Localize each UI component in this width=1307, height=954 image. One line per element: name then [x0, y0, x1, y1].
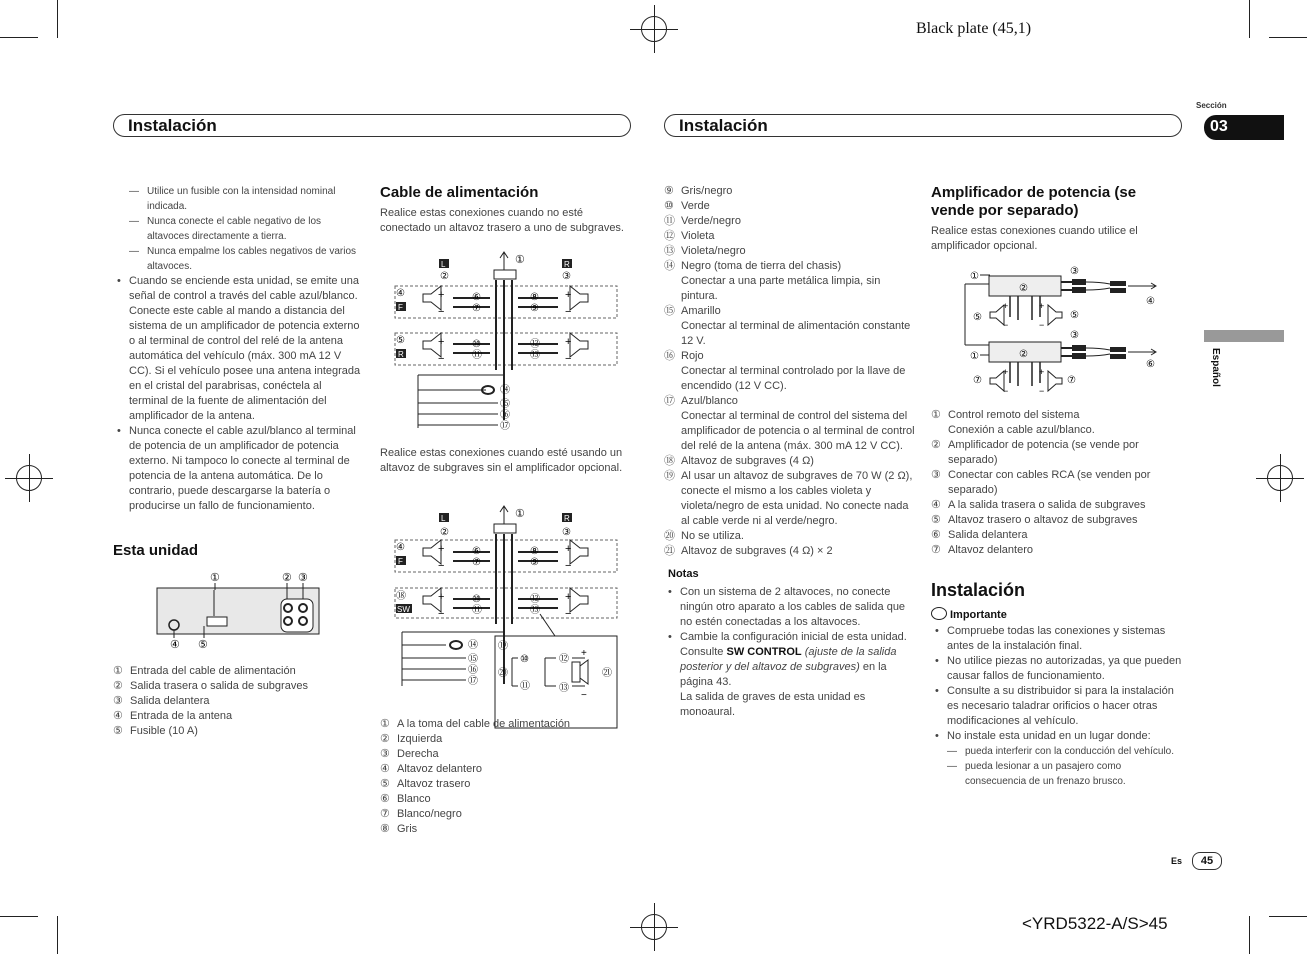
svg-text:+: + — [1003, 301, 1009, 311]
amplifier-diagram — [960, 262, 1165, 400]
svg-text:+: + — [1039, 301, 1045, 311]
svg-text:①: ① — [515, 254, 525, 266]
svg-text:−: − — [565, 353, 572, 365]
svg-text:⑥: ⑥ — [1146, 359, 1155, 370]
svg-text:⑧: ⑧ — [530, 546, 539, 557]
svg-text:⑦: ⑦ — [472, 557, 481, 568]
svg-text:⑳: ⑳ — [498, 668, 508, 679]
svg-text:+: + — [438, 289, 445, 301]
svg-text:−: − — [565, 306, 572, 318]
dash-item: — pueda lesionar a un pasajero como consecuencia de un frenazo brusco. — [931, 759, 1183, 789]
svg-text:−: − — [1039, 320, 1045, 330]
svg-text:②: ② — [440, 271, 449, 282]
legend-item: ② Salida trasera o salida de subgraves — [113, 680, 308, 692]
legend-item: ⑭ Negro (toma de tierra del chasis) — [664, 260, 842, 272]
svg-text:⑧: ⑧ — [530, 292, 539, 303]
svg-text:+: + — [438, 543, 445, 555]
svg-text:−: − — [565, 608, 572, 620]
svg-text:SW: SW — [397, 605, 410, 614]
svg-text:⑤: ⑤ — [1070, 310, 1079, 321]
important-icon — [931, 607, 947, 620]
svg-text:③: ③ — [1070, 330, 1079, 341]
bullet-item: • Consulte a su distribuidor si para la instalación es necesario taladrar orificios o hacer otras modificaciones al vehículo. — [931, 684, 1183, 729]
svg-text:⑲: ⑲ — [498, 641, 508, 652]
svg-text:+: + — [565, 543, 572, 555]
svg-text:+: + — [1039, 367, 1045, 377]
svg-text:㉑: ㉑ — [602, 668, 612, 679]
callout: ⑤ — [198, 639, 208, 650]
amplifier-title: Amplificador de potencia (se vende por separado) — [931, 184, 1137, 219]
svg-text:⑮: ⑮ — [468, 654, 478, 665]
svg-text:⑩: ⑩ — [472, 339, 481, 350]
legend-item: ⑫ Violeta — [664, 230, 715, 242]
callout: ④ — [170, 639, 180, 650]
svg-text:②: ② — [1019, 283, 1028, 294]
legend-item: ④ Entrada de la antena — [113, 710, 233, 722]
legend-item: ⑦ Blanco/negro — [380, 808, 462, 820]
page-number: 45 — [1192, 852, 1222, 870]
legend-item: ③ Derecha — [380, 748, 439, 760]
svg-text:⑭: ⑭ — [500, 385, 510, 396]
svg-text:⑪: ⑪ — [520, 681, 530, 692]
installation-title: Instalación — [931, 580, 1026, 600]
svg-text:−: − — [1003, 386, 1009, 396]
svg-text:④: ④ — [396, 542, 405, 553]
crop-mark — [1249, 916, 1250, 954]
notes-title: Notas — [668, 568, 699, 580]
wiring-diagram-2 — [390, 504, 625, 734]
legend-item: ⑩ Verde — [664, 200, 710, 212]
legend-item: ⑪ Verde/negro — [664, 215, 741, 227]
svg-text:−: − — [565, 560, 572, 572]
legend-item: ⑮ Amarillo — [664, 305, 721, 317]
bullet-item: • Nunca conecte el cable azul/blanco al terminal de potencia de un amplificador de potencia externo. Ni tampoco lo conecte al terminal de potencia de la antena automática. De lo contrario, puede descargarse la batería o producirse un fallo de funcionamiento. — [113, 424, 363, 514]
registration-mark — [1267, 465, 1293, 491]
svg-text:⑪: ⑪ — [472, 350, 482, 361]
svg-text:⑤: ⑤ — [396, 335, 405, 346]
svg-text:⑨: ⑨ — [530, 557, 539, 568]
svg-text:①: ① — [970, 271, 979, 282]
svg-text:⑦: ⑦ — [472, 303, 481, 314]
svg-text:④: ④ — [396, 288, 405, 299]
legend-item: ㉑ Altavoz de subgraves (4 Ω) × 2 — [664, 545, 833, 557]
svg-text:⑬: ⑬ — [530, 350, 540, 361]
document-code: <YRD5322-A/S>45 — [1022, 914, 1168, 933]
callout: ③ — [298, 572, 308, 584]
language-tab — [1204, 330, 1284, 342]
unit-legend — [113, 664, 363, 739]
plate-label: Black plate (45,1) — [916, 20, 1032, 37]
svg-text:−: − — [1039, 386, 1045, 396]
svg-text:⑤: ⑤ — [973, 312, 982, 323]
section-tab: 03 — [1204, 115, 1284, 140]
legend-item: ⑱ Altavoz de subgraves (4 Ω) — [664, 455, 814, 467]
svg-text:⑥: ⑥ — [472, 292, 481, 303]
note-continuation: La salida de graves de esta unidad es monoaural. — [680, 691, 866, 718]
crop-mark — [1269, 916, 1307, 917]
wiring-diagram-1 — [390, 250, 625, 435]
svg-text:③: ③ — [1070, 266, 1079, 277]
legend-item: ⑥ Salida delantera — [931, 529, 1028, 541]
unit-diagram — [150, 568, 325, 650]
column-1 — [113, 184, 363, 514]
legend-item: Conectar al terminal de alimentación constante 12 V. — [681, 320, 911, 347]
svg-text:L: L — [441, 260, 446, 269]
legend-item: ⑤ Altavoz trasero — [380, 778, 471, 790]
crop-mark — [0, 916, 38, 917]
svg-text:⑬: ⑬ — [559, 683, 569, 694]
power-cable-intro-2: Realice estas conexiones cuando esté usando un altavoz de subgraves sin el amplificador opcional. — [380, 447, 623, 474]
legend-item: Conectar al terminal controlado por la llave de encendido (12 V CC). — [681, 365, 906, 392]
svg-text:F: F — [398, 303, 403, 312]
svg-text:⑱: ⑱ — [396, 591, 406, 602]
svg-text:①: ① — [970, 351, 979, 362]
section-label: Sección — [1196, 101, 1227, 110]
legend-item: ⑦ Altavoz delantero — [931, 544, 1033, 556]
svg-text:⑩: ⑩ — [520, 654, 529, 665]
svg-text:−: − — [438, 560, 445, 572]
legend-item: ④ Altavoz delantero — [380, 763, 482, 775]
svg-text:⑫: ⑫ — [559, 654, 569, 665]
language-label: Español — [1210, 348, 1221, 387]
power-cable-title: Cable de alimentación — [380, 184, 539, 201]
note-item: • Con un sistema de 2 altavoces, no conecte ningún otro aparato a los cables de salida que no estén conectadas a los altavoces. — [664, 585, 916, 630]
section-header-left: Instalación — [113, 114, 631, 137]
legend-item: ① A la toma del cable de alimentación — [380, 718, 571, 730]
section-header-right: Instalación — [664, 114, 1182, 137]
svg-text:⑰: ⑰ — [468, 676, 478, 687]
svg-text:+: + — [1003, 367, 1009, 377]
unit-title: Esta unidad — [113, 542, 199, 559]
svg-text:⑫: ⑫ — [530, 339, 540, 350]
svg-text:+: + — [565, 336, 572, 348]
crop-mark — [0, 37, 38, 38]
note-item: • Cambie la configuración inicial de esta unidad. Consulte SW CONTROL (ajuste de la salida posterior y del altavoz de subgraves) en la página 43. — [664, 630, 916, 690]
legend-item: ⑬ Violeta/negro — [664, 245, 746, 257]
registration-mark — [16, 465, 42, 491]
svg-text:R: R — [564, 260, 570, 269]
svg-text:③: ③ — [562, 527, 571, 538]
svg-text:②: ② — [440, 527, 449, 538]
bullet-item: • Compruebe todas las conexiones y sistemas antes de la instalación final. — [931, 624, 1183, 654]
legend-item: Conectar a una parte metálica limpia, sin pintura. — [681, 275, 881, 302]
legend-item: Conectar al terminal de control del sistema del amplificador de potencia o al terminal de control del relé de la antena (máx. 300 mA 12 V CC). — [681, 410, 915, 452]
legend-item: ② Izquierda — [380, 733, 443, 745]
power-cable-intro-1: Realice estas conexiones cuando no esté conectado un altavoz trasero a uno de subgraves. — [380, 207, 624, 234]
svg-text:⑦: ⑦ — [1067, 375, 1076, 386]
svg-text:①: ① — [515, 508, 525, 520]
svg-text:⑪: ⑪ — [472, 605, 482, 616]
svg-text:+: + — [581, 648, 587, 659]
svg-text:+: + — [438, 591, 445, 603]
legend-item: ⑧ Gris — [380, 823, 418, 835]
svg-text:+: + — [438, 336, 445, 348]
crop-mark — [1269, 37, 1307, 38]
bullet-item: • No instale esta unidad en un lugar donde: — [931, 729, 1183, 744]
legend-item: Conexión a cable azul/blanco. — [948, 424, 1095, 436]
svg-text:③: ③ — [562, 271, 571, 282]
svg-text:⑫: ⑫ — [530, 594, 540, 605]
legend-item: ④ A la salida trasera o salida de subgraves — [931, 499, 1146, 511]
legend-item: ⑤ Altavoz trasero o altavoz de subgraves — [931, 514, 1138, 526]
svg-text:F: F — [398, 557, 403, 566]
svg-text:④: ④ — [1146, 296, 1155, 307]
legend-item: ③ Conectar con cables RCA (se venden por separado) — [931, 469, 1151, 496]
registration-mark — [641, 16, 667, 42]
dash-item: — Utilice un fusible con la intensidad nominal indicada. — [113, 184, 363, 214]
bullet-item: • No utilice piezas no autorizadas, ya que pueden causar fallos de funcionamiento. — [931, 654, 1183, 684]
wiring-legend-2 — [664, 184, 916, 720]
legend-item: ⑥ Blanco — [380, 793, 431, 805]
legend-item: ⑳ No se utiliza. — [664, 530, 744, 542]
legend-item: ③ Salida delantera — [113, 695, 210, 707]
svg-text:R: R — [398, 350, 404, 359]
legend-item: ⑰ Azul/blanco — [664, 395, 738, 407]
dash-item: — pueda interferir con la conducción del vehículo. — [931, 744, 1183, 759]
svg-text:⑥: ⑥ — [472, 546, 481, 557]
svg-text:L: L — [441, 514, 446, 523]
legend-item: ⑯ Rojo — [664, 350, 704, 362]
legend-item: ⑲ Al usar un altavoz de subgraves de 70 W (2 Ω), conecte el mismo a los cables violeta y violeta/negro de esta unidad. No conecte nada al cable verde ni al verde/negro. — [664, 470, 913, 527]
svg-text:⑮: ⑮ — [500, 399, 510, 410]
svg-text:R: R — [564, 514, 570, 523]
svg-text:−: − — [438, 353, 445, 365]
svg-text:⑬: ⑬ — [530, 605, 540, 616]
svg-text:②: ② — [1019, 349, 1028, 360]
registration-mark — [641, 914, 667, 940]
svg-text:⑦: ⑦ — [973, 375, 982, 386]
svg-text:⑯: ⑯ — [500, 410, 510, 421]
callout: ① — [210, 572, 220, 584]
footer-lang: Es — [1171, 856, 1183, 866]
amplifier-legend — [931, 408, 1183, 558]
callout: ② — [282, 572, 292, 584]
crop-mark — [57, 0, 58, 38]
legend-item: ① Entrada del cable de alimentación — [113, 665, 296, 677]
amplifier-intro: Realice estas conexiones cuando utilice el amplificador opcional. — [931, 225, 1138, 252]
svg-text:+: + — [565, 591, 572, 603]
svg-text:⑰: ⑰ — [500, 421, 510, 432]
installation-list — [931, 624, 1183, 789]
svg-text:⑩: ⑩ — [472, 594, 481, 605]
svg-text:−: − — [581, 690, 587, 701]
svg-text:⑯: ⑯ — [468, 665, 478, 676]
wiring-legend-1 — [380, 717, 632, 837]
important-label: Importante — [931, 607, 1007, 621]
svg-text:⑨: ⑨ — [530, 303, 539, 314]
dash-item: — Nunca conecte el cable negativo de los altavoces directamente a tierra. — [113, 214, 363, 244]
svg-text:−: − — [438, 608, 445, 620]
crop-mark — [57, 916, 58, 954]
svg-text:−: − — [438, 306, 445, 318]
svg-text:−: − — [1003, 320, 1009, 330]
legend-item: ⑤ Fusible (10 A) — [113, 725, 198, 737]
svg-text:⑭: ⑭ — [468, 640, 478, 651]
dash-item: — Nunca empalme los cables negativos de varios altavoces. — [113, 244, 363, 274]
crop-mark — [1249, 0, 1250, 38]
bullet-item: • Cuando se enciende esta unidad, se emite una señal de control a través del cable azul/blanco. Conecte este cable al mando a distancia del sistema de un amplificador de potencia externo o al terminal de control del relé de la antena automática del vehículo (máx. 300 mA 12 V CC). Si el vehículo posee una antena integrada en el cristal del parabrisas, conéctela al terminal de la fuente de alimentación del amplificador de la antena. — [113, 274, 363, 424]
svg-text:+: + — [565, 289, 572, 301]
legend-item: ② Amplificador de potencia (se vende por separado) — [931, 439, 1139, 466]
legend-item: ⑨ Gris/negro — [664, 185, 733, 197]
legend-item: ① Control remoto del sistema — [931, 409, 1080, 421]
